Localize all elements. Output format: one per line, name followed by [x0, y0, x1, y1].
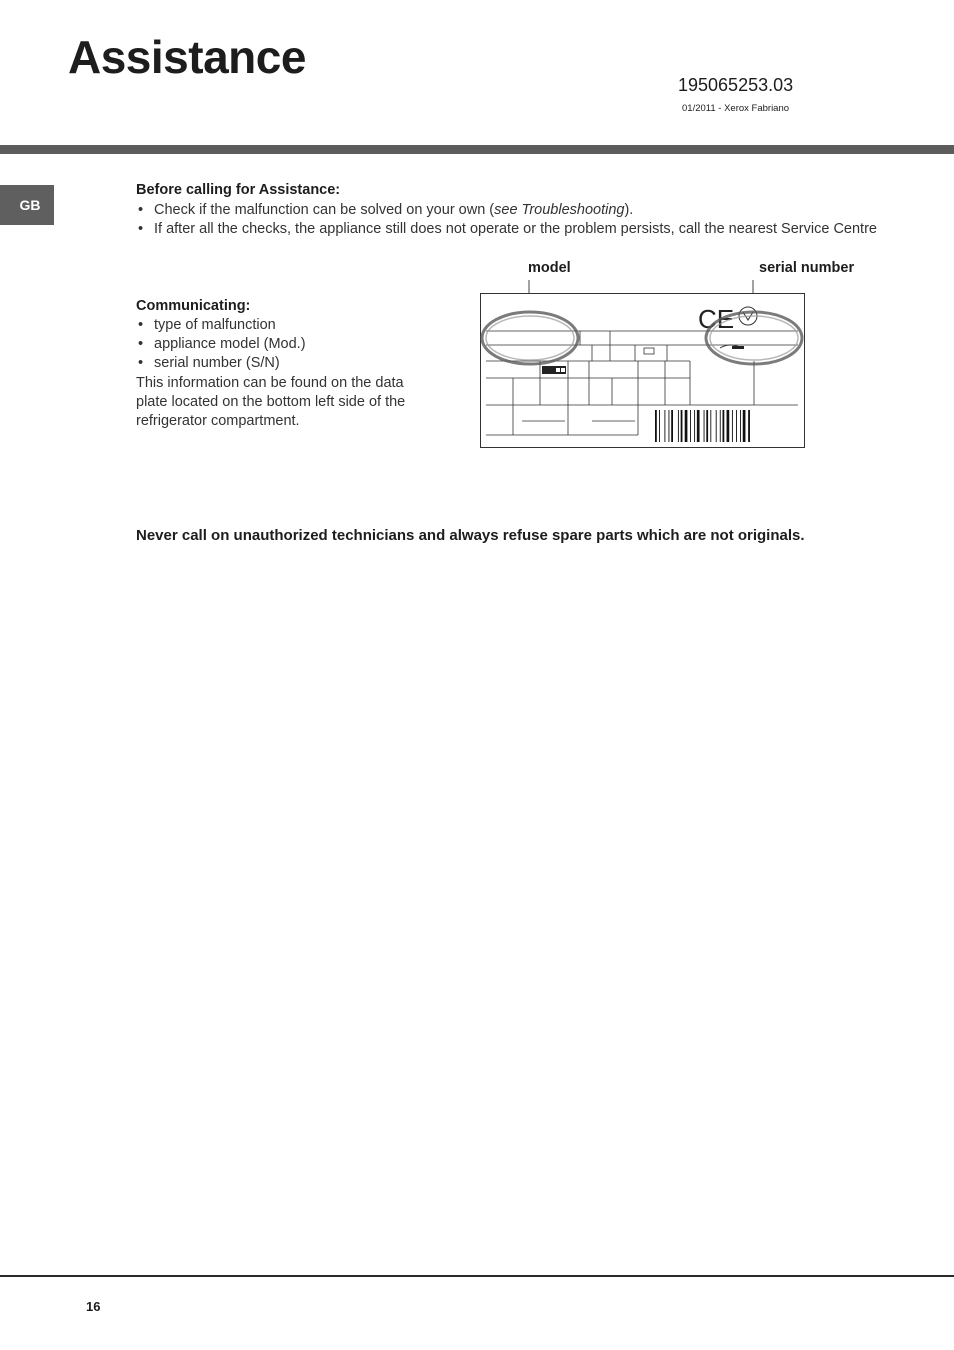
list-item: • serial number (S/N) [136, 354, 436, 373]
communicating-heading: Communicating: [136, 298, 251, 314]
language-tab: GB [0, 185, 54, 225]
serial-number-callout-label: serial number [759, 260, 855, 276]
data-plate-diagram [470, 280, 815, 455]
header-divider-bar [0, 145, 954, 154]
list-item: • type of malfunction [136, 316, 436, 335]
list-item [136, 201, 896, 220]
list-item: • appliance model (Mod.) [136, 335, 436, 354]
communicating-list [136, 316, 436, 373]
data-plate-location-note: This information can be found on the data plate located on the bottom left side of the refrigerator compartment. [136, 375, 406, 429]
document-number: 195065253.03 [678, 75, 794, 95]
list-item-text-end: ). [624, 202, 634, 218]
footer-divider [0, 1275, 954, 1277]
before-calling-heading: Before calling for Assistance: [136, 182, 341, 198]
page-title: Assistance [68, 31, 306, 83]
document-date: 01/2011 - Xerox Fabriano [682, 103, 790, 114]
page-number: 16 [86, 1299, 101, 1314]
list-item-text: Check if the malfunction can be solved on your own ( [154, 202, 495, 218]
model-callout-label: model [528, 260, 571, 276]
before-calling-list [136, 201, 896, 239]
ce-mark: CE [698, 304, 735, 334]
troubleshooting-reference: see Troubleshooting [494, 202, 625, 218]
original-parts-warning: Never call on unauthorized technicians and always refuse spare parts which are not originals. [136, 527, 805, 544]
list-item: • If after all the checks, the appliance still does not operate or the problem persists, call the nearest Service Centre [136, 220, 896, 239]
